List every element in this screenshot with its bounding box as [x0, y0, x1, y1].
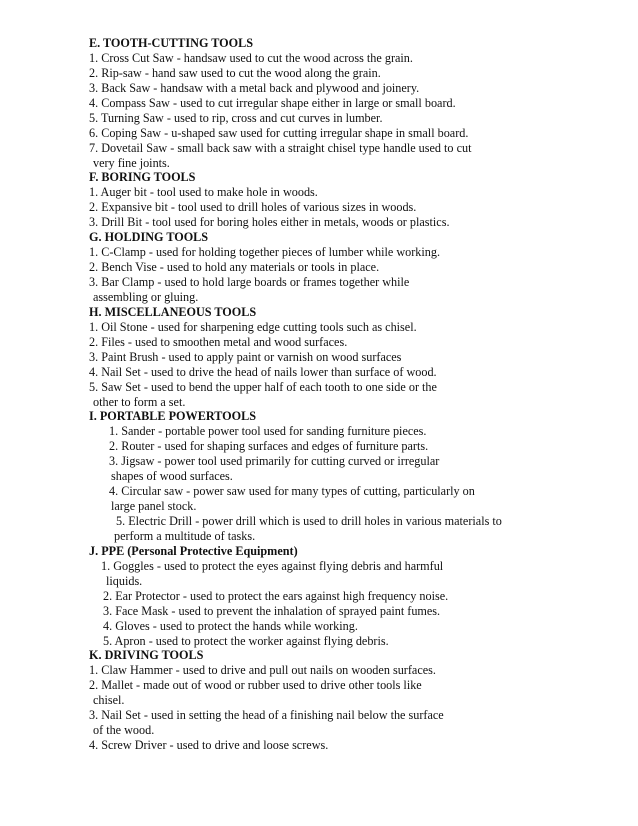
document-page — [89, 36, 619, 753]
list-item: 3. Nail Set - used in setting the head of a finishing nail below the surface — [89, 708, 444, 723]
list-item: 2. Mallet - made out of wood or rubber used to drive other tools like — [89, 678, 422, 693]
list-item: 3. Jigsaw - power tool used primarily for cutting curved or irregular — [109, 454, 440, 469]
list-item-continuation: of the wood. — [93, 723, 155, 738]
list-item: 1. Goggles - used to protect the eyes against flying debris and harmful — [101, 558, 444, 573]
section-heading-driving-tools: K. DRIVING TOOLS — [89, 648, 204, 663]
list-item: 3. Bar Clamp - used to hold large boards or frames together while — [89, 275, 410, 289]
list-item: 1. Cross Cut Saw - handsaw used to cut the wood across the grain. — [89, 50, 413, 65]
list-item: 2. Ear Protector - used to protect the ears against high frequency noise. — [103, 588, 449, 603]
list-item-continuation: very fine joints. — [93, 155, 170, 170]
list-item: 5. Saw Set - used to bend the upper half of each tooth to one side or the — [89, 379, 437, 394]
list-item: 1. Oil Stone - used for sharpening edge cutting tools such as chisel. — [89, 319, 417, 334]
list-item: 4. Nail Set - used to drive the head of nails lower than surface of wood. — [89, 364, 437, 379]
list-item: 3. Drill Bit - tool used for boring holes either in metals, woods or plastics. — [89, 215, 450, 230]
list-item: 4. Compass Saw - used to cut irregular shape either in large or small board. — [89, 95, 456, 110]
list-item: 4. Gloves - used to protect the hands while working. — [103, 618, 358, 633]
list-item: 3. Paint Brush - used to apply paint or varnish on wood surfaces — [89, 349, 402, 364]
list-item: 3. Back Saw - handsaw with a metal back and plywood and joinery. — [89, 80, 420, 95]
list-item: 4. Circular saw - power saw used for many types of cutting, particularly on — [109, 484, 475, 499]
list-item: 2. Bench Vise - used to hold any materials or tools in place. — [89, 260, 380, 275]
section-heading-tooth-cutting-tools: E. TOOTH-CUTTING TOOLS — [89, 36, 254, 50]
list-item-continuation: large panel stock. — [111, 499, 197, 514]
list-item-continuation: shapes of wood surfaces. — [111, 469, 233, 484]
list-item-continuation: other to form a set. — [93, 394, 186, 409]
list-item-continuation: perform a multitude of tasks. — [114, 528, 256, 543]
list-item: 1. Claw Hammer - used to drive and pull out nails on wooden surfaces. — [89, 663, 436, 678]
section-heading-portable-powertools: I. PORTABLE POWERTOOLS — [89, 409, 256, 424]
list-item: 2. Files - used to smoothen metal and wood surfaces. — [89, 334, 348, 349]
list-item: 2. Expansive bit - tool used to drill holes of various sizes in woods. — [89, 200, 417, 215]
section-heading-miscellaneous-tools: H. MISCELLANEOUS TOOLS — [89, 304, 257, 319]
list-item: 5. Electric Drill - power drill which is used to drill holes in various materials to — [116, 514, 502, 528]
list-item: 5. Apron - used to protect the worker against flying debris. — [103, 633, 389, 648]
section-heading-ppe: J. PPE (Personal Protective Equipment) — [89, 543, 298, 558]
list-item: 1. Auger bit - tool used to make hole in woods. — [89, 185, 318, 200]
list-item: 7. Dovetail Saw - small back saw with a straight chisel type handle used to cut — [89, 140, 472, 155]
section-heading-boring-tools: F. BORING TOOLS — [89, 170, 196, 185]
list-item: 5. Turning Saw - used to rip, cross and cut curves in lumber. — [89, 110, 383, 125]
list-item-continuation: assembling or gluing. — [93, 289, 199, 304]
list-item: 1. C-Clamp - used for holding together pieces of lumber while working. — [89, 245, 440, 260]
section-heading-holding-tools: G. HOLDING TOOLS — [89, 230, 209, 245]
list-item: 2. Router - used for shaping surfaces and edges of furniture parts. — [109, 439, 429, 454]
list-item-continuation: chisel. — [93, 693, 125, 708]
list-item: 4. Screw Driver - used to drive and loose screws. — [89, 738, 329, 753]
list-item: 1. Sander - portable power tool used for sanding furniture pieces. — [109, 424, 427, 439]
list-item: 2. Rip-saw - hand saw used to cut the wood along the grain. — [89, 65, 381, 80]
list-item-continuation: liquids. — [106, 573, 143, 588]
list-item: 6. Coping Saw - u-shaped saw used for cutting irregular shape in small board. — [89, 125, 469, 140]
list-item: 3. Face Mask - used to prevent the inhalation of sprayed paint fumes. — [103, 603, 441, 618]
